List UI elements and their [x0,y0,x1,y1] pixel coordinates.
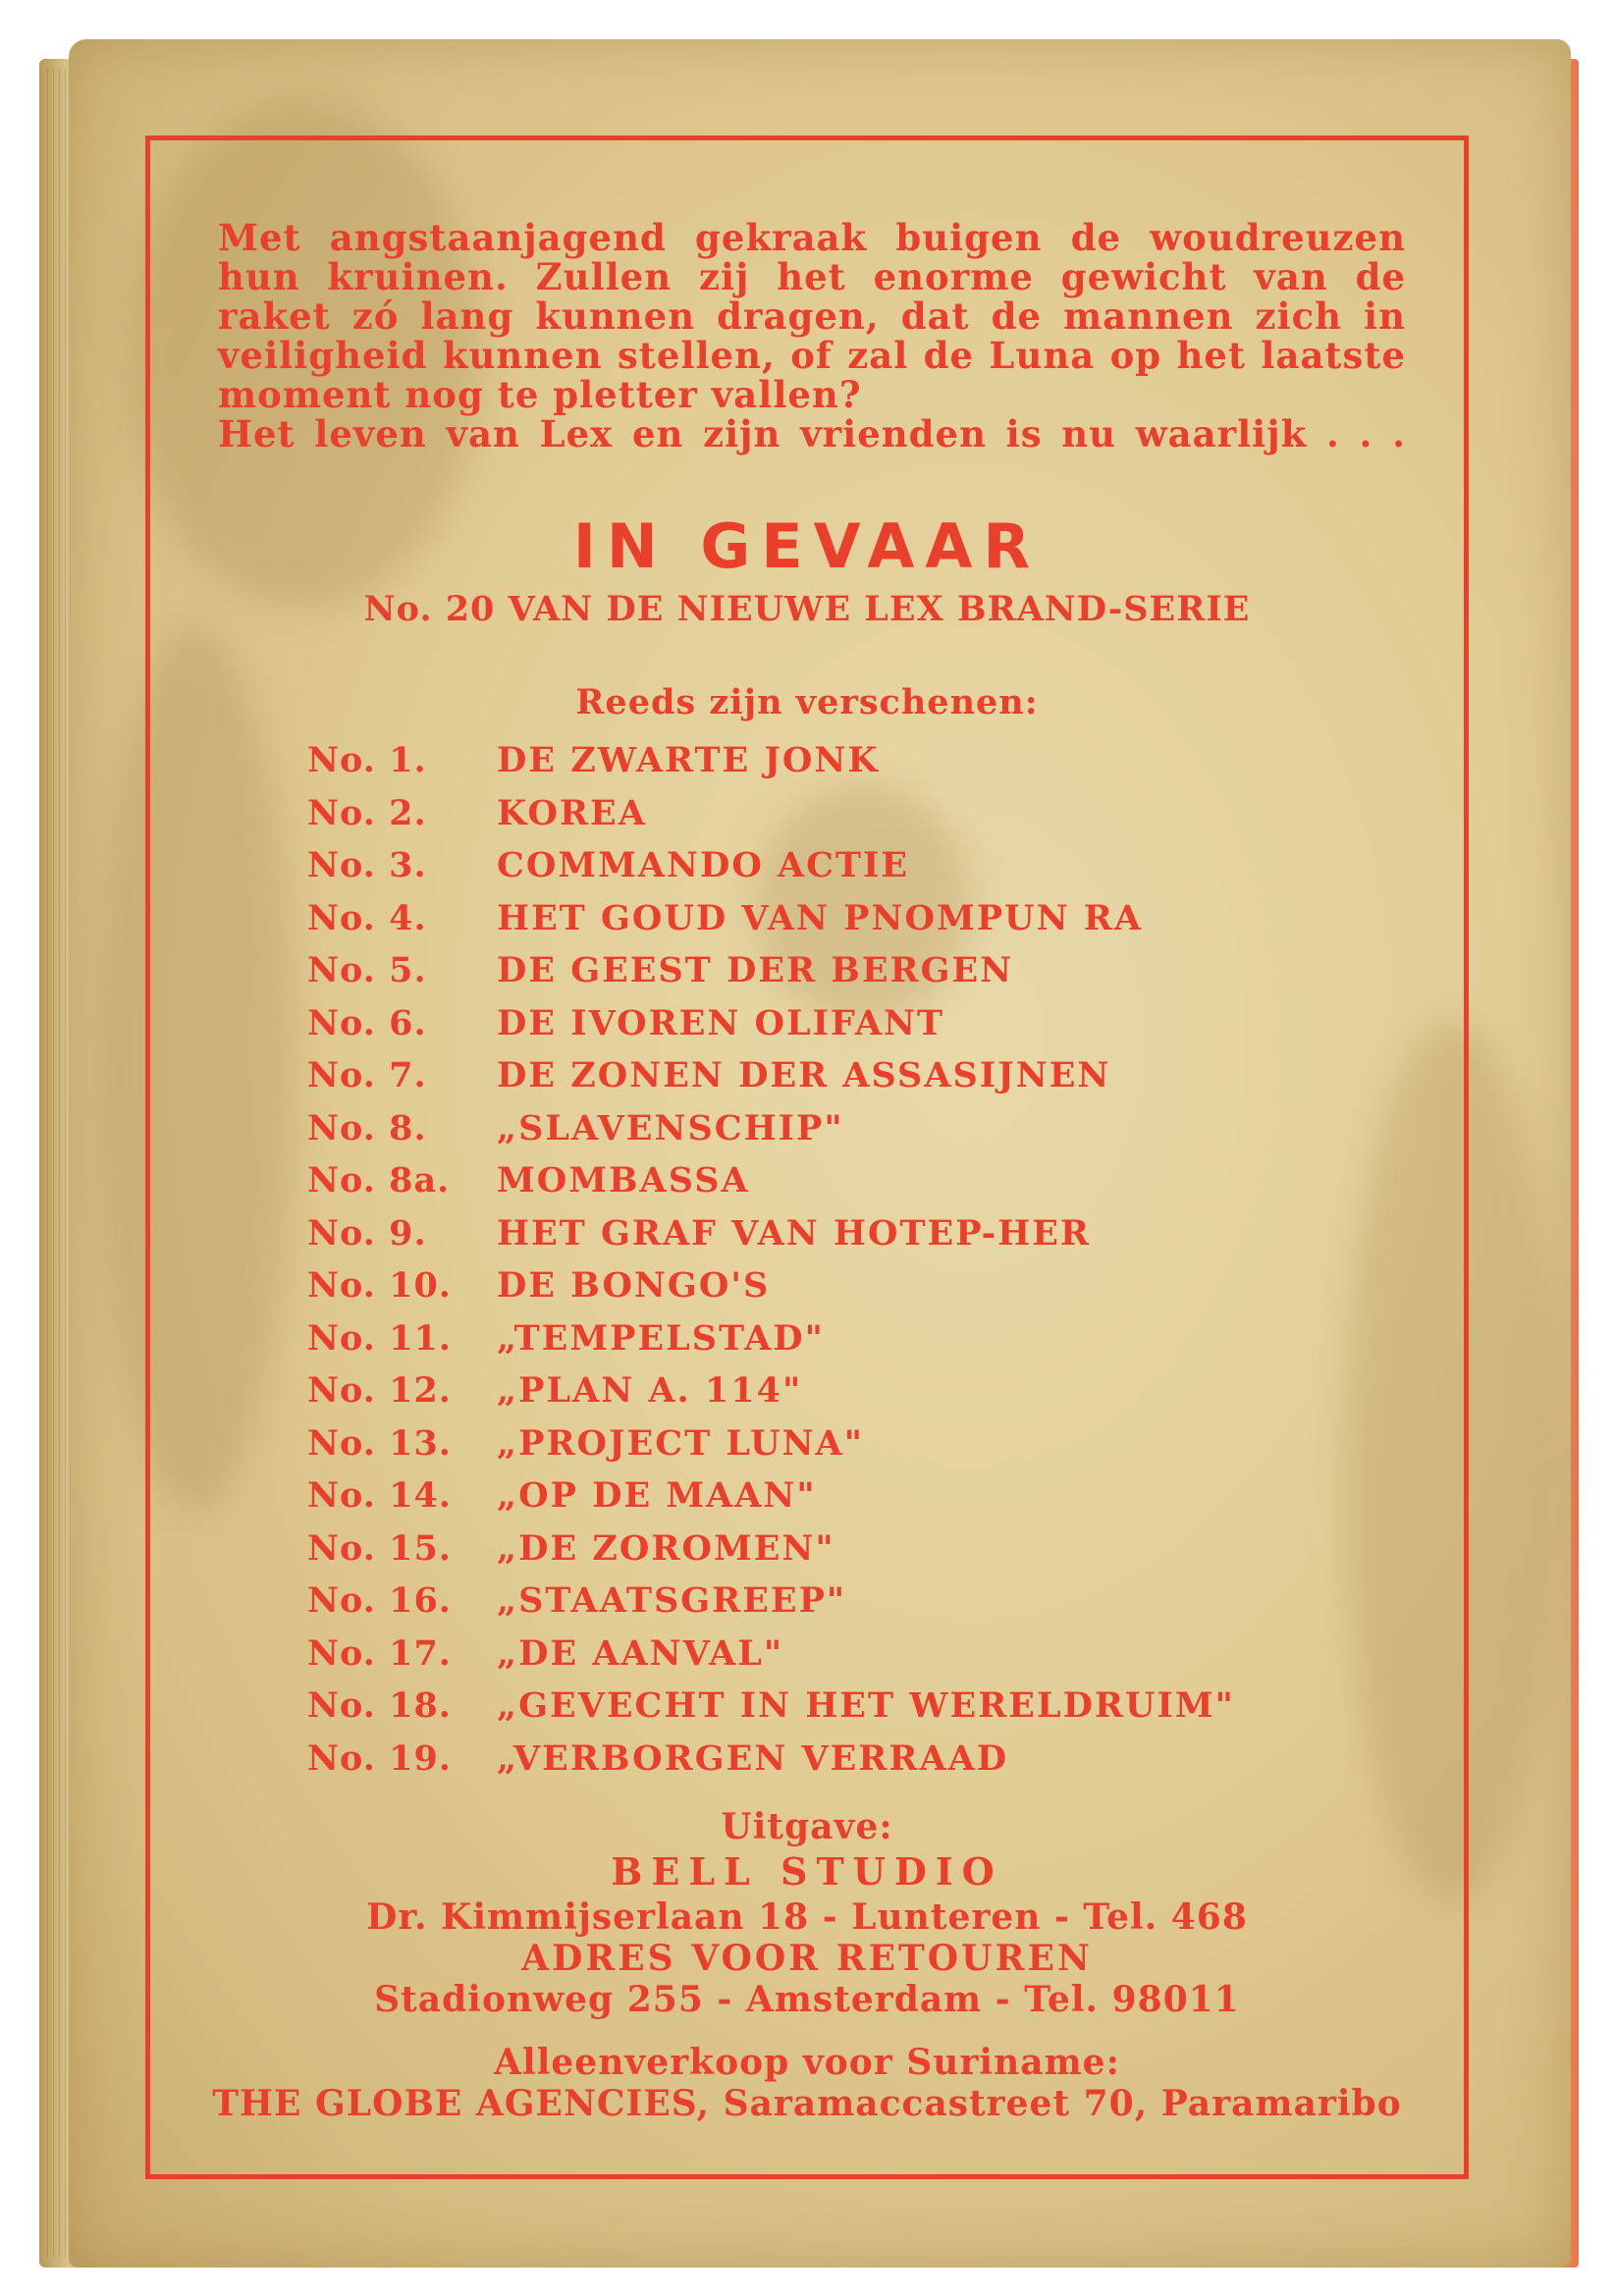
series-number: No. 8a. [307,1160,451,1201]
blurb-line: veiligheid kunnen stellen, of zal de Luna op het laatste [218,334,1406,377]
series-number: No. 10. [307,1265,452,1306]
series-list-item [307,1522,1387,1575]
series-number: No. 14. [307,1475,452,1516]
series-number: No. 6. [307,1002,427,1043]
returns-label: ADRES VOOR RETOUREN [521,1938,1093,1979]
series-number: No. 16. [307,1580,452,1621]
series-title: „PROJECT LUNA" [497,1422,864,1464]
series-list-item [307,1469,1387,1522]
series-number: No. 18. [307,1685,452,1726]
series-title: DE IVOREN OLIFANT [497,1002,945,1043]
series-list-item [307,1364,1387,1417]
series-list-item [307,839,1387,892]
series-list-item [307,1207,1387,1260]
series-number: No. 3. [307,845,427,885]
series-title: „DE AANVAL" [497,1632,784,1674]
series-title: „OP DE MAAN" [497,1475,817,1516]
series-title: „TEMPELSTAD" [497,1317,825,1359]
series-title: „STAATSGREEP" [497,1580,847,1621]
series-title: COMMANDO ACTIE [497,845,910,885]
series-list-item [307,1680,1387,1733]
series-list-item [307,734,1387,787]
series-number: No. 9. [307,1212,427,1254]
suriname-agent: THE GLOBE AGENCIES, Saramaccastreet 70, Paramaribo [212,2083,1402,2124]
series-list-item [307,1628,1387,1681]
series-list-item [307,787,1387,840]
blurb-line: moment nog te pletter vallen? [218,373,862,416]
series-number: No. 11. [307,1317,452,1359]
series-number: No. 12. [307,1370,452,1411]
series-list-item [307,1417,1387,1470]
series-number: No. 8. [307,1107,427,1148]
blurb-line: Het leven van Lex en zijn vrienden is nu waarlijk . . . [218,412,1406,455]
series-number: No. 17. [307,1632,452,1674]
series-title: „SLAVENSCHIP" [497,1107,844,1148]
series-number: No. 1. [307,740,427,780]
series-title: DE ZWARTE JONK [497,740,880,780]
series-list-item [307,1575,1387,1628]
publisher-label: Uitgave: [721,1806,893,1847]
series-number: No. 4. [307,897,427,938]
series-title: „VERBORGEN VERRAAD [497,1737,1009,1779]
blurb-line: raket zó lang kunnen dragen, dat de mannen zich in [218,294,1406,338]
series-title: DE ZONEN DER ASSASIJNEN [497,1055,1111,1095]
series-title: „PLAN A. 114" [497,1370,803,1411]
series-title: HET GRAF VAN HOTEP-HER [497,1212,1091,1254]
series-list-item [307,944,1387,997]
series-title: DE GEEST DER BERGEN [497,950,1014,990]
series-list-item [307,1312,1387,1365]
series-number: No. 13. [307,1422,452,1464]
published-list-heading: Reeds zijn verschenen: [575,682,1039,722]
series-number: No. 19. [307,1737,452,1779]
book-title: IN GEVAAR [572,510,1042,582]
series-title: HET GOUD VAN PNOMPUN RA [497,897,1143,938]
returns-address: Stadionweg 255 - Amsterdam - Tel. 98011 [374,1979,1240,2020]
series-title: „GEVECHT IN HET WERELDRUIM" [497,1685,1235,1726]
series-title: MOMBASSA [497,1160,750,1201]
series-list-item [307,1049,1387,1102]
series-list-item [307,1154,1387,1207]
series-title: DE BONGO'S [497,1265,771,1306]
series-list-item [307,1259,1387,1312]
blurb [218,218,1406,454]
series-list-item [307,892,1387,945]
series-title: „DE ZOROMEN" [497,1527,835,1569]
series-number: No. 2. [307,792,427,833]
series-number: No. 15. [307,1527,452,1569]
series-list-item [307,1102,1387,1155]
series-list-item [307,1733,1387,1786]
suriname-label: Alleenverkoop voor Suriname: [494,2042,1120,2083]
series-number: No. 7. [307,1055,427,1095]
blurb-line: hun kruinen. Zullen zij het enorme gewicht van de [218,255,1406,298]
series-list [307,734,1387,1785]
series-number: No. 5. [307,950,427,990]
series-list-item [307,997,1387,1050]
series-title: KOREA [497,792,647,833]
publisher-address: Dr. Kimmijserlaan 18 - Lunteren - Tel. 468 [366,1896,1248,1938]
series-subtitle: No. 20 VAN DE NIEUWE LEX BRAND-SERIE [363,589,1251,629]
blurb-line: Met angstaanjagend gekraak buigen de woudreuzen [218,216,1406,259]
publisher-name: BELL STUDIO [611,1849,1003,1894]
